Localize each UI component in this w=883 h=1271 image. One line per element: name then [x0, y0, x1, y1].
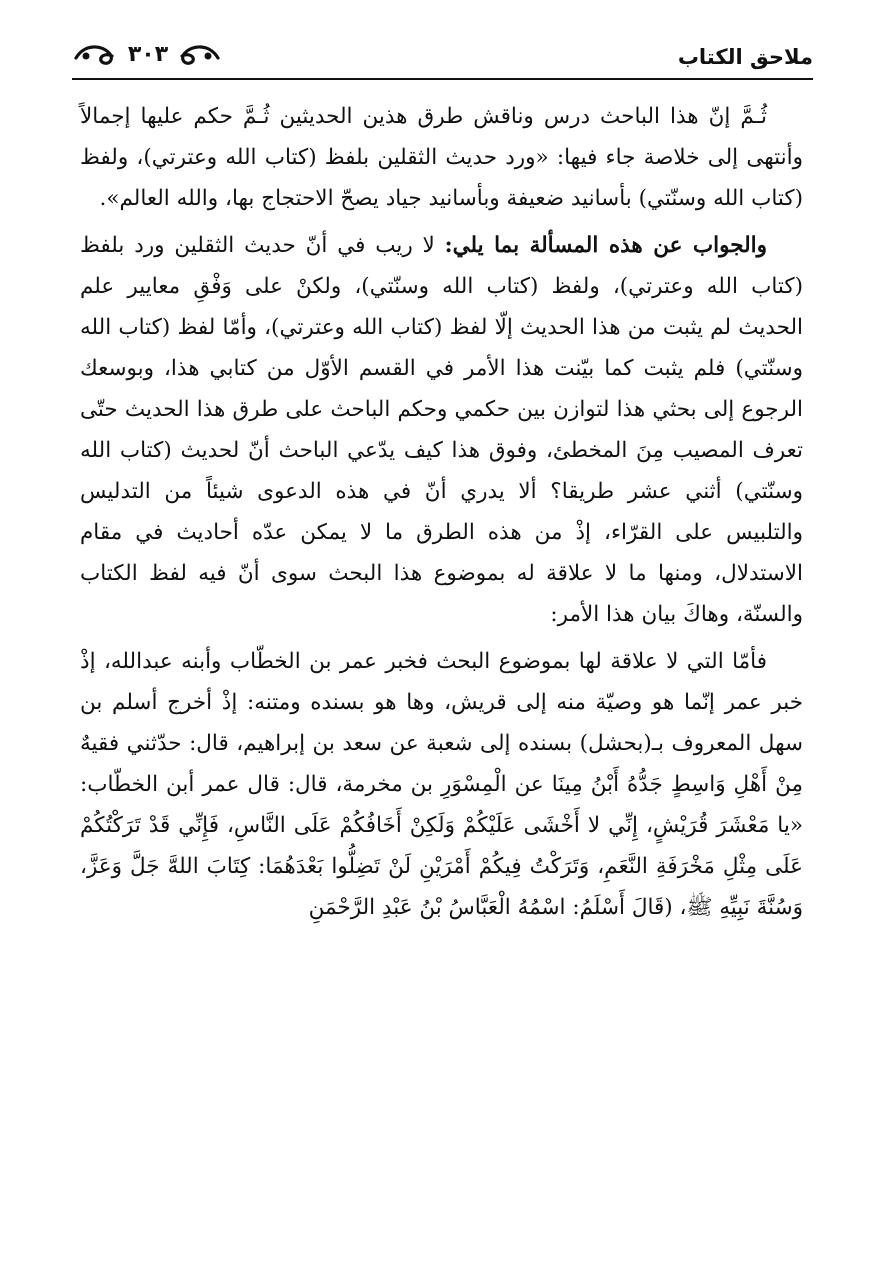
paragraph-3: فأمّا التي لا علاقة لها بموضوع البحث فخبر عمر بن الخطّاب وأبنه عبدالله، إذْ خبر عمر إنّما هو وصيّة منه إلى قريش، وها هو بسنده ومتنه: إذْ أخرج أسلم بن سهل المعروف بـ(بحشل) بسنده إلى شعبة عن سعد بن إبراهيم، قال: حدّثني فقيهٌ مِنْ أَهْلِ وَاسِطٍ جَدُّهُ أَبْنُ مِينَا عن الْمِسْوَرِ بن مخرمة، قال: قال عمر أبن الخطّاب: «يا مَعْشَرَ قُرَيْشٍ، إِنِّي لا أَخْشَى عَلَيْكُمْ وَلَكِنْ أَخَافُكُمْ عَلَى النَّاسِ، فَإِنِّي قَدْ تَرَكْتُكُمْ عَلَى مِثْلِ مَخْرَفَةِ النَّعَمِ، وَتَرَكْتُ فِيكُمْ أَمْرَيْنِ لَنْ تَضِلُّوا بَعْدَهُمَا: كِتَابَ اللهَّ جَلَّ وَعَزَّ، وَسُنَّةَ نَبِيِّهِ ﷺ، (قَالَ أَسْلَمُ: اسْمُهُ الْعَبَّاسُ بْنُ عَبْدِ الرَّحْمَنِ [80, 649, 803, 920]
paragraph-2 [80, 225, 803, 635]
paragraph-2-lead: والجواب عن هذه المسألة بما يلي: [444, 233, 767, 258]
paragraph-1: ثُـمَّ إنّ هذا الباحث درس وناقش طرق هذين الحديثين ثُـمَّ حكم عليها إجمالاً وأنتهى إلى خلاصة جاء فيها: «ورد حديث الثقلين بلفظ (كتاب الله وعترتي)، ولفظ (كتاب الله وسنّتي) بأسانيد ضعيفة وبأسانيد جياد يصحّ الاحتجاج بها، والله العالم». [80, 104, 803, 211]
header-rule [72, 78, 813, 80]
page-number: ٣٠٣ [127, 42, 169, 67]
running-title: ملاحق الكتاب [677, 45, 813, 69]
page-number-ornament [72, 36, 222, 76]
running-header [72, 26, 813, 80]
paragraph-2-text: لا ريب في أنّ حديث الثقلين ورد بلفظ (كتاب الله وعترتي)، ولفظ (كتاب الله وسنّتي)، ولكنْ على وَفْقِ معايير علم الحديث لم يثبت من هذا الحديث إلّا لفظ (كتاب الله وعترتي)، وأمّا لفظ (كتاب الله وسنّتي) فلم يثبت كما بيّنت هذا الأمر في القسم الأوّل من كتابي هذا، وبوسعك الرجوع إلى بحثي هذا لتوازن بين حكمي وحكم الباحث على طرق هذا الحديث حتّى تعرف المصيب مِنَ المخطئ، وفوق هذا كيف يدّعي الباحث أنّ لحديث (كتاب الله وسنّتي) أثني عشر طريقا؟ ألا يدري أنّ في هذه الدعوى شيئاً من التدليس والتلبيس على القرّاء، إذْ من هذه الطرق ما لا يمكن عدّه أحاديث في مقام الاستدلال، ومنها ما لا علاقة له بموضوع هذا البحث سوى أنّ فيه لفظ الكتاب والسنّة، وهاكَ بيان هذا الأمر: [80, 233, 803, 627]
page-body [80, 96, 803, 928]
